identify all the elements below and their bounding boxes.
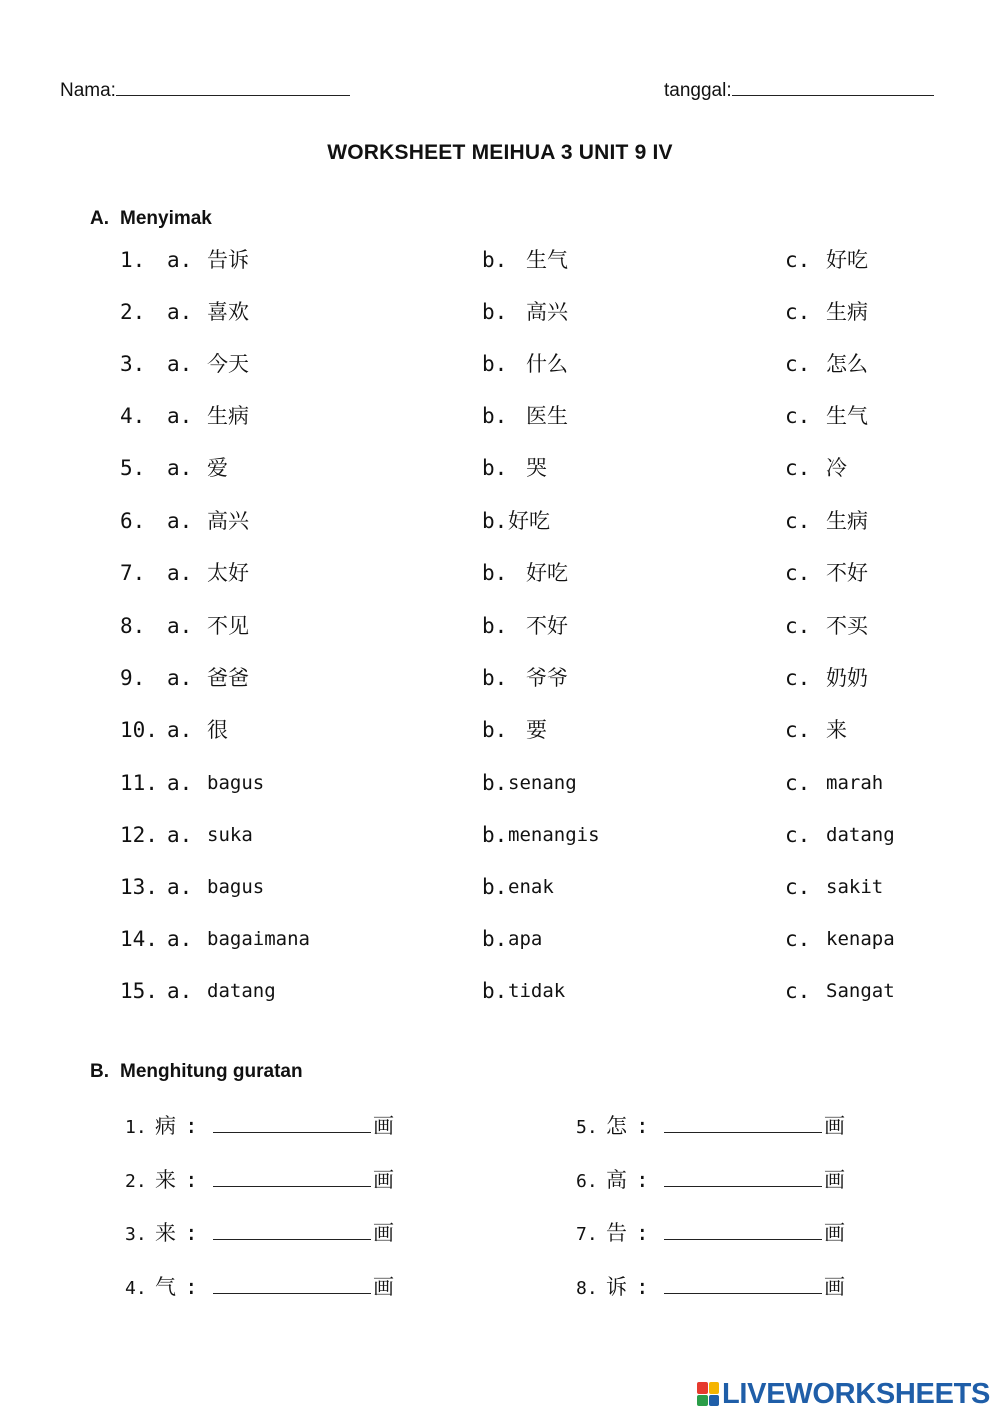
section-a-title: Menyimak xyxy=(120,208,212,229)
option-a-label[interactable]: a. xyxy=(167,771,193,795)
option-a-label[interactable]: a. xyxy=(167,561,193,585)
question-number: 11. xyxy=(120,771,158,795)
option-a-label[interactable]: a. xyxy=(167,823,193,847)
option-b-text[interactable]: 爷爷 xyxy=(526,666,568,690)
option-c-text[interactable]: datang xyxy=(826,824,895,846)
stroke-count-item xyxy=(125,1106,394,1146)
tanggal-label: tanggal: xyxy=(664,80,732,101)
question-row xyxy=(0,501,1000,541)
option-c-text[interactable]: 不买 xyxy=(826,614,868,638)
option-a-text[interactable]: bagus xyxy=(207,772,265,794)
option-b-label[interactable]: b. xyxy=(482,614,508,638)
option-a-label[interactable]: a. xyxy=(167,666,193,690)
option-a-label[interactable]: a. xyxy=(167,248,193,272)
logo-text: LIVEWORKSHEETS xyxy=(722,1377,991,1410)
option-b-text[interactable]: apa xyxy=(508,928,543,950)
stroke-item-character: 诉 xyxy=(606,1275,627,1299)
stroke-item-number: 2. xyxy=(125,1171,147,1192)
stroke-item-character: 怎 xyxy=(606,1114,627,1138)
option-a-label[interactable]: a. xyxy=(167,509,193,533)
option-b-label[interactable]: b. xyxy=(482,509,508,533)
option-c-label[interactable]: c. xyxy=(785,927,811,951)
nama-label: Nama: xyxy=(60,80,116,101)
option-b-text[interactable]: 要 xyxy=(526,718,547,742)
option-a-text[interactable]: 很 xyxy=(207,718,228,742)
option-c-text[interactable]: 生气 xyxy=(826,404,868,428)
question-row xyxy=(0,867,1000,907)
option-b-label[interactable]: b. xyxy=(482,771,508,795)
question-row xyxy=(0,344,1000,384)
option-a-label[interactable]: a. xyxy=(167,456,193,480)
option-b-label[interactable]: b. xyxy=(482,875,508,899)
stroke-item-colon: : xyxy=(636,1221,649,1245)
option-b-label[interactable]: b. xyxy=(482,927,508,951)
question-row xyxy=(0,658,1000,698)
question-number: 15. xyxy=(120,979,158,1003)
option-b-label[interactable]: b. xyxy=(482,666,508,690)
option-c-label[interactable]: c. xyxy=(785,875,811,899)
option-c-text[interactable]: kenapa xyxy=(826,928,895,950)
section-a-heading xyxy=(90,208,212,230)
stroke-item-number: 7. xyxy=(576,1224,598,1245)
question-number: 5. xyxy=(120,456,146,480)
option-c-label[interactable]: c. xyxy=(785,718,811,742)
stroke-count-blank[interactable] xyxy=(664,1162,822,1187)
option-a-text[interactable]: datang xyxy=(207,980,276,1002)
section-b-heading xyxy=(90,1061,303,1083)
section-b-letter: B. xyxy=(90,1061,109,1082)
logo-mark-blue xyxy=(709,1395,720,1407)
option-c-text[interactable]: 来 xyxy=(826,718,847,742)
stroke-item-number: 8. xyxy=(576,1278,598,1299)
stroke-item-number: 6. xyxy=(576,1171,598,1192)
option-c-label[interactable]: c. xyxy=(785,771,811,795)
question-number: 14. xyxy=(120,927,158,951)
stroke-item-colon: : xyxy=(185,1221,198,1245)
question-row xyxy=(0,553,1000,593)
section-a-letter: A. xyxy=(90,208,109,229)
option-a-text[interactable]: 爱 xyxy=(207,456,228,480)
stroke-unit: 画 xyxy=(373,1114,394,1138)
stroke-unit: 画 xyxy=(824,1275,845,1299)
stroke-item-colon: : xyxy=(185,1168,198,1192)
option-b-label[interactable]: b. xyxy=(482,561,508,585)
option-a-text[interactable]: 生病 xyxy=(207,404,249,428)
question-row xyxy=(0,763,1000,803)
option-c-text[interactable]: sakit xyxy=(826,876,884,898)
option-b-label[interactable]: b. xyxy=(482,404,508,428)
question-number: 13. xyxy=(120,875,158,899)
logo-mark-green xyxy=(697,1395,708,1407)
option-c-text[interactable]: 冷 xyxy=(826,456,847,480)
stroke-count-item xyxy=(576,1106,845,1146)
nama-field[interactable] xyxy=(60,80,350,102)
option-c-label[interactable]: c. xyxy=(785,300,811,324)
stroke-count-blank[interactable] xyxy=(664,1108,822,1133)
option-b-text[interactable]: 高兴 xyxy=(526,300,568,324)
stroke-count-blank[interactable] xyxy=(213,1215,371,1240)
option-a-label[interactable]: a. xyxy=(167,875,193,899)
stroke-unit: 画 xyxy=(373,1168,394,1192)
option-b-text[interactable]: enak xyxy=(508,876,554,898)
option-c-text[interactable]: 生病 xyxy=(826,509,868,533)
stroke-unit: 画 xyxy=(824,1168,845,1192)
stroke-count-item xyxy=(576,1267,845,1307)
option-a-text[interactable]: bagaimana xyxy=(207,928,310,950)
option-b-text[interactable]: 不好 xyxy=(526,614,568,638)
option-b-text[interactable]: 好吃 xyxy=(526,561,568,585)
option-b-text[interactable]: 什么 xyxy=(526,352,568,376)
worksheet-title: WORKSHEET MEIHUA 3 UNIT 9 IV xyxy=(327,141,673,164)
stroke-item-character: 告 xyxy=(606,1221,627,1245)
question-number: 4. xyxy=(120,404,146,428)
option-c-label[interactable]: c. xyxy=(785,823,811,847)
stroke-count-item xyxy=(125,1213,394,1253)
option-c-label[interactable]: c. xyxy=(785,979,811,1003)
option-c-label[interactable]: c. xyxy=(785,352,811,376)
option-c-text[interactable]: 不好 xyxy=(826,561,868,585)
stroke-item-character: 高 xyxy=(606,1168,627,1192)
option-b-text[interactable]: tidak xyxy=(508,980,566,1002)
option-a-text[interactable]: 告诉 xyxy=(207,248,249,272)
option-c-text[interactable]: 好吃 xyxy=(826,248,868,272)
question-row xyxy=(0,448,1000,488)
question-row xyxy=(0,815,1000,855)
stroke-count-blank[interactable] xyxy=(213,1269,371,1294)
question-row xyxy=(0,396,1000,436)
option-b-label[interactable]: b. xyxy=(482,718,508,742)
option-a-text[interactable]: suka xyxy=(207,824,253,846)
question-row xyxy=(0,710,1000,750)
option-b-label[interactable]: b. xyxy=(482,352,508,376)
question-number: 12. xyxy=(120,823,158,847)
option-c-label[interactable]: c. xyxy=(785,614,811,638)
option-c-text[interactable]: 怎么 xyxy=(826,352,868,376)
question-number: 1. xyxy=(120,248,146,272)
question-number: 2. xyxy=(120,300,146,324)
stroke-count-item xyxy=(125,1160,394,1200)
option-c-label[interactable]: c. xyxy=(785,666,811,690)
option-a-text[interactable]: 喜欢 xyxy=(207,300,249,324)
stroke-item-colon: : xyxy=(185,1275,198,1299)
option-a-label[interactable]: a. xyxy=(167,927,193,951)
stroke-item-character: 病 xyxy=(155,1114,176,1138)
option-c-label[interactable]: c. xyxy=(785,248,811,272)
stroke-count-item xyxy=(576,1213,845,1253)
stroke-count-item xyxy=(125,1267,394,1307)
option-a-text[interactable]: 高兴 xyxy=(207,509,249,533)
stroke-count-blank[interactable] xyxy=(213,1162,371,1187)
stroke-item-character: 来 xyxy=(155,1221,176,1245)
stroke-item-number: 3. xyxy=(125,1224,147,1245)
stroke-item-colon: : xyxy=(636,1275,649,1299)
question-row xyxy=(0,971,1000,1011)
question-number: 9. xyxy=(120,666,146,690)
option-a-text[interactable]: bagus xyxy=(207,876,265,898)
option-b-label[interactable]: b. xyxy=(482,456,508,480)
option-a-label[interactable]: a. xyxy=(167,300,193,324)
option-c-text[interactable]: 生病 xyxy=(826,300,868,324)
option-c-text[interactable]: marah xyxy=(826,772,884,794)
stroke-item-character: 气 xyxy=(155,1275,176,1299)
logo-mark-icon xyxy=(697,1382,719,1406)
option-b-label[interactable]: b. xyxy=(482,823,508,847)
stroke-item-number: 5. xyxy=(576,1117,598,1138)
question-number: 3. xyxy=(120,352,146,376)
option-b-label[interactable]: b. xyxy=(482,300,508,324)
liveworksheets-logo xyxy=(697,1377,990,1411)
section-b-title: Menghitung guratan xyxy=(120,1061,303,1082)
option-a-text[interactable]: 不见 xyxy=(207,614,249,638)
option-c-text[interactable]: 奶奶 xyxy=(826,666,868,690)
tanggal-field[interactable] xyxy=(664,80,934,102)
option-b-text[interactable]: 好吃 xyxy=(508,509,550,533)
option-a-label[interactable]: a. xyxy=(167,979,193,1003)
stroke-item-colon: : xyxy=(636,1114,649,1138)
option-c-label[interactable]: c. xyxy=(785,509,811,533)
option-a-label[interactable]: a. xyxy=(167,614,193,638)
stroke-unit: 画 xyxy=(373,1221,394,1245)
logo-mark-yellow xyxy=(709,1382,720,1394)
option-b-text[interactable]: senang xyxy=(508,772,577,794)
stroke-item-colon: : xyxy=(185,1114,198,1138)
stroke-item-character: 来 xyxy=(155,1168,176,1192)
stroke-count-item xyxy=(576,1160,845,1200)
stroke-unit: 画 xyxy=(824,1114,845,1138)
question-row xyxy=(0,919,1000,959)
question-row xyxy=(0,606,1000,646)
option-c-label[interactable]: c. xyxy=(785,561,811,585)
stroke-count-blank[interactable] xyxy=(664,1269,822,1294)
option-b-text[interactable]: 哭 xyxy=(526,456,547,480)
option-c-label[interactable]: c. xyxy=(785,404,811,428)
stroke-unit: 画 xyxy=(824,1221,845,1245)
option-a-label[interactable]: a. xyxy=(167,352,193,376)
question-number: 7. xyxy=(120,561,146,585)
logo-mark-red xyxy=(697,1382,708,1394)
question-number: 6. xyxy=(120,509,146,533)
option-b-text[interactable]: menangis xyxy=(508,824,600,846)
option-c-text[interactable]: Sangat xyxy=(826,980,895,1002)
question-number: 10. xyxy=(120,718,158,742)
stroke-item-number: 4. xyxy=(125,1278,147,1299)
option-b-label[interactable]: b. xyxy=(482,248,508,272)
option-b-text[interactable]: 生气 xyxy=(526,248,568,272)
question-row xyxy=(0,240,1000,280)
option-a-text[interactable]: 爸爸 xyxy=(207,666,249,690)
option-a-label[interactable]: a. xyxy=(167,718,193,742)
stroke-count-blank[interactable] xyxy=(664,1215,822,1240)
tanggal-blank[interactable] xyxy=(732,95,934,96)
stroke-count-blank[interactable] xyxy=(213,1108,371,1133)
option-a-label[interactable]: a. xyxy=(167,404,193,428)
option-a-text[interactable]: 今天 xyxy=(207,352,249,376)
option-c-label[interactable]: c. xyxy=(785,456,811,480)
nama-blank[interactable] xyxy=(116,95,350,96)
stroke-item-colon: : xyxy=(636,1168,649,1192)
option-a-text[interactable]: 太好 xyxy=(207,561,249,585)
option-b-label[interactable]: b. xyxy=(482,979,508,1003)
stroke-unit: 画 xyxy=(373,1275,394,1299)
option-b-text[interactable]: 医生 xyxy=(526,404,568,428)
stroke-item-number: 1. xyxy=(125,1117,147,1138)
question-row xyxy=(0,292,1000,332)
question-number: 8. xyxy=(120,614,146,638)
